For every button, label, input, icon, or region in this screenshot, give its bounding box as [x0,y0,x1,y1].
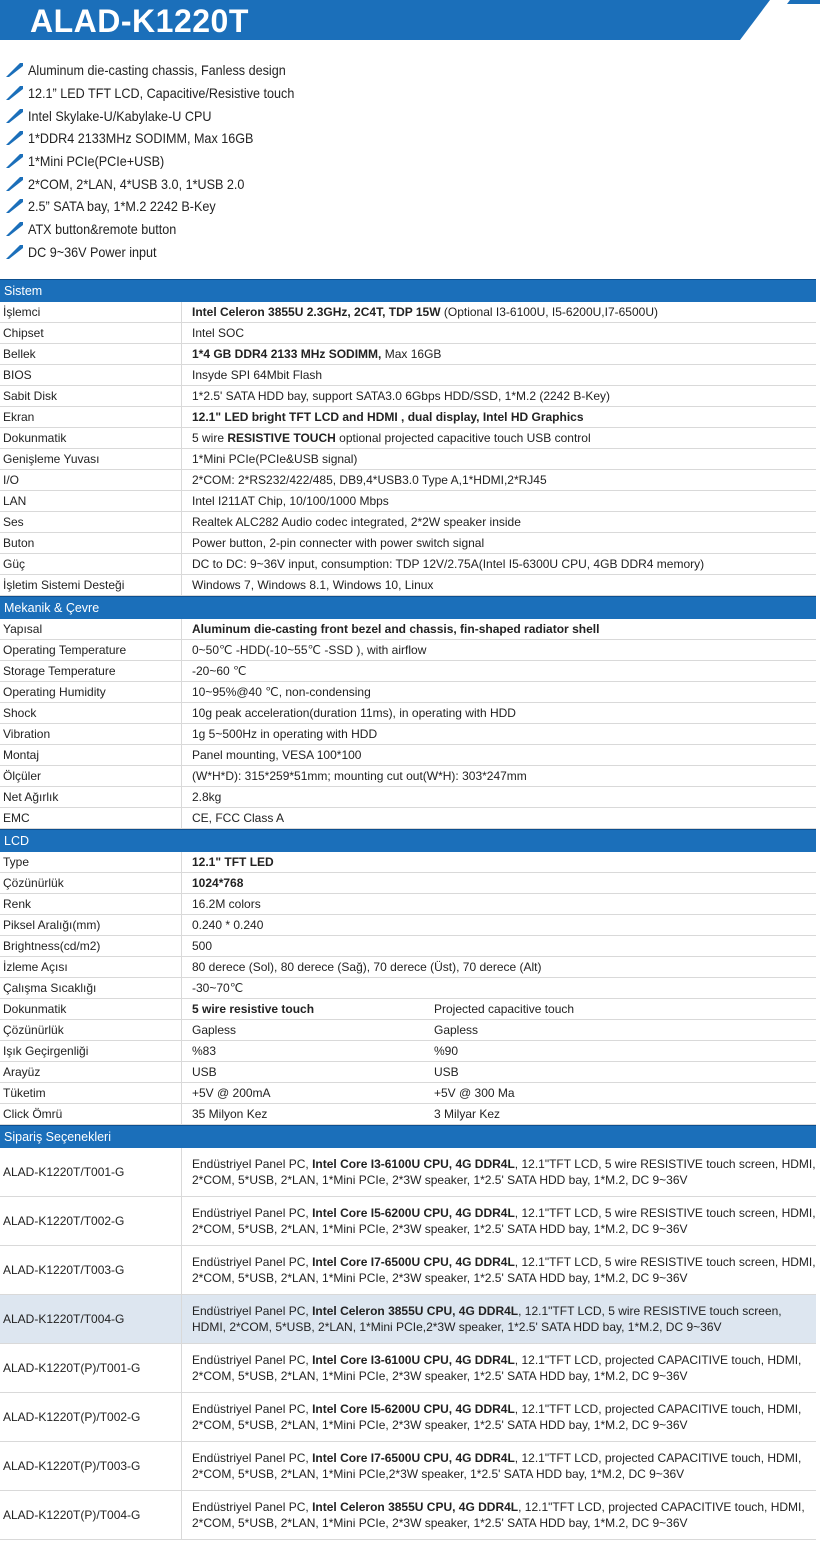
spec-label: Renk [3,897,32,911]
feature-item [4,172,324,195]
spec-value: 12.1" LED bright TFT LCD and HDMI , dual display, Intel HD Graphics [181,407,816,427]
spec-label: Güç [3,557,26,571]
order-model: ALAD-K1220T/T004-G [3,1312,125,1326]
capacitive-value: Projected capacitive touch [434,1002,575,1016]
spec-value: 0.240 * 0.240 [181,915,816,935]
order-row [0,1393,816,1442]
order-description: Endüstriyel Panel PC, Intel Core I5-6200U CPU, 4G DDR4L, 12.1"TFT LCD, projected CAPACITIVE touch, HDMI, 2*COM, 5*USB, 2*LAN, 1*Mini PCIe, 2*3W speaker, 1*2.5' SATA HDD bay, 1*M.2, DC 9~36V [181,1393,816,1441]
resistive-value: USB [192,1065,217,1079]
spec-row [0,512,816,533]
spec-label: Dokunmatik [3,1002,67,1016]
spec-value: 2*COM: 2*RS232/422/485, DB9,4*USB3.0 Type A,1*HDMI,2*RJ45 [181,470,816,490]
feature-item [4,195,324,218]
spec-value: 1*2.5' SATA HDD bay, support SATA3.0 6Gbps HDD/SSD, 1*M.2 (2242 B-Key) [181,386,816,406]
spec-label: Sabit Disk [3,389,58,403]
slash-bullet-icon [4,62,24,78]
spec-row [0,873,816,894]
feature-item [4,127,324,150]
spec-value [181,1041,816,1061]
resistive-value: 5 wire resistive touch [192,1002,315,1016]
spec-label: Çalışma Sıcaklığı [3,981,97,995]
section-header-siparis: Sipariş Seçenekleri [0,1125,816,1148]
slash-bullet-icon [4,153,24,169]
capacitive-value: Gapless [434,1023,479,1037]
feature-text: 1*Mini PCIe(PCIe+USB) [28,153,165,170]
feature-item [4,150,324,173]
spec-row [0,302,816,323]
resistive-value: %83 [192,1044,217,1058]
capacitive-value: USB [434,1065,459,1079]
spec-value: 1g 5~500Hz in operating with HDD [181,724,816,744]
spec-label: Chipset [3,326,44,340]
spec-label: Brightness(cd/m2) [3,939,101,953]
order-description: Endüstriyel Panel PC, Intel Core I7-6500U CPU, 4G DDR4L, 12.1"TFT LCD, projected CAPACITIVE touch, HDMI, 2*COM, 5*USB, 2*LAN, 1*Mini PCIe,2*3W speaker, 1*2.5' SATA HDD bay, 1*M.2, DC 9~36V [181,1442,816,1490]
spec-table [0,279,816,1540]
feature-text: DC 9~36V Power input [28,243,157,260]
spec-label: Işık Geçirgenliği [3,1044,89,1058]
order-model: ALAD-K1220T/T002-G [3,1214,125,1228]
feature-item [4,241,324,264]
spec-value [181,1020,816,1040]
spec-value: Aluminum die-casting front bezel and chassis, fin-shaped radiator shell [181,619,816,639]
spec-row [0,703,816,724]
order-row [0,1491,816,1540]
order-model: ALAD-K1220T(P)/T004-G [3,1508,141,1522]
spec-row-touch [0,999,816,1020]
feature-item [4,59,324,82]
spec-row [0,449,816,470]
order-description: Endüstriyel Panel PC, Intel Celeron 3855U CPU, 4G DDR4L, 12.1"TFT LCD, 5 wire RESISTIVE touch screen, HDMI, 2*COM, 5*USB, 2*LAN, 1*Mini PCIe,2*3W speaker, 1*2.5' SATA HDD bay, 1*M.2, DC 9~36V [181,1295,816,1343]
spec-row [0,936,816,957]
feature-text: 1*DDR4 2133MHz SODIMM, Max 16GB [28,130,254,147]
spec-value: Power button, 2-pin connecter with power switch signal [181,533,816,553]
spec-label: Operating Humidity [3,685,106,699]
feature-item [4,104,324,127]
spec-label: Storage Temperature [3,664,116,678]
spec-row [0,852,816,873]
spec-row [0,491,816,512]
capacitive-value: +5V @ 300 Ma [434,1086,515,1100]
spec-row-touch [0,1020,816,1041]
spec-row-touch [0,1062,816,1083]
feature-list [4,59,324,263]
spec-label: Çözünürlük [3,1023,64,1037]
resistive-value: Gapless [192,1023,237,1037]
capacitive-value: 3 Milyar Kez [434,1107,501,1121]
slash-bullet-icon [4,221,24,237]
spec-value [181,1083,816,1103]
spec-row-touch [0,1104,816,1125]
spec-row [0,766,816,787]
feature-item [4,82,324,105]
spec-row [0,682,816,703]
spec-label: Type [3,855,30,869]
product-title: ALAD-K1220T [30,3,249,39]
spec-row [0,323,816,344]
spec-label: Net Ağırlık [3,790,59,804]
spec-label: Shock [3,706,37,720]
spec-value: Realtek ALC282 Audio codec integrated, 2*2W speaker inside [181,512,816,532]
spec-value: Intel Celeron 3855U 2.3GHz, 2C4T, TDP 15W (Optional I3-6100U, I5-6200U,I7-6500U) [181,302,816,322]
spec-label: Ekran [3,410,35,424]
spec-label: Çözünürlük [3,876,64,890]
spec-label: Buton [3,536,35,550]
feature-text: Intel Skylake-U/Kabylake-U CPU [28,107,212,124]
spec-row [0,661,816,682]
capacitive-value: %90 [434,1044,459,1058]
spec-value: DC to DC: 9~36V input, consumption: TDP 12V/2.75A(Intel I5-6300U CPU, 4GB DDR4 memory) [181,554,816,574]
spec-value: 1*Mini PCIe(PCIe&USB signal) [181,449,816,469]
title-banner [0,0,820,40]
spec-value: 0~50℃ -HDD(-10~55℃ -SSD ), with airflow [181,640,816,660]
resistive-value: +5V @ 200mA [192,1086,271,1100]
spec-label: Operating Temperature [3,643,127,657]
feature-text: 2.5” SATA bay, 1*M.2 2242 B-Key [28,198,216,215]
spec-row [0,533,816,554]
order-row [0,1246,816,1295]
spec-label: Yapısal [3,622,43,636]
spec-value: 12.1" TFT LED [181,852,816,872]
order-row [0,1197,816,1246]
spec-row [0,978,816,999]
spec-row [0,575,816,596]
spec-row [0,407,816,428]
spec-label: Dokunmatik [3,431,67,445]
spec-label: Bellek [3,347,36,361]
slash-bullet-icon [4,130,24,146]
spec-value: 1024*768 [181,873,816,893]
spec-value: Windows 7, Windows 8.1, Windows 10, Linux [181,575,816,595]
section-header-mekanik: Mekanik & Çevre [0,596,816,619]
spec-row [0,428,816,449]
slash-bullet-icon [4,198,24,214]
section-header-sistem: Sistem [0,279,816,302]
spec-row-touch [0,1083,816,1104]
spec-label: Ses [3,515,24,529]
slash-bullet-icon [4,244,24,260]
spec-value: 500 [181,936,816,956]
resistive-value: 35 Milyon Kez [192,1107,268,1121]
spec-label: LAN [3,494,27,508]
spec-row [0,894,816,915]
spec-value: -30~70℃ [181,978,816,998]
slash-bullet-icon [4,85,24,101]
spec-row [0,344,816,365]
spec-label: Tüketim [3,1086,46,1100]
spec-row [0,640,816,661]
order-model: ALAD-K1220T(P)/T001-G [3,1361,141,1375]
spec-label: İşlemci [3,305,41,319]
order-row [0,1344,816,1393]
spec-label: EMC [3,811,30,825]
order-description: Endüstriyel Panel PC, Intel Core I7-6500U CPU, 4G DDR4L, 12.1"TFT LCD, 5 wire RESISTIVE touch screen, HDMI, 2*COM, 5*USB, 2*LAN, 1*Mini PCIe, 2*3W speaker, 1*2.5' SATA HDD bay, 1*M.2, DC 9~36V [181,1246,816,1294]
feature-text: Aluminum die-casting chassis, Fanless design [28,62,286,79]
spec-label: I/O [3,473,20,487]
spec-label: Piksel Aralığı(mm) [3,918,101,932]
spec-label: Genişleme Yuvası [3,452,100,466]
spec-value [181,1062,816,1082]
spec-value: 10~95%@40 ℃, non-condensing [181,682,816,702]
spec-row [0,619,816,640]
spec-label: İzleme Açısı [3,960,68,974]
order-row [0,1442,816,1491]
order-description: Endüstriyel Panel PC, Intel Core I3-6100U CPU, 4G DDR4L, 12.1"TFT LCD, 5 wire RESISTIVE touch screen, HDMI, 2*COM, 5*USB, 2*LAN, 1*Mini PCIe, 2*3W speaker, 1*2.5' SATA HDD bay, 1*M.2, DC 9~36V [181,1148,816,1196]
spec-value: -20~60 ℃ [181,661,816,681]
section-header-lcd: LCD [0,829,816,852]
spec-value: Insyde SPI 64Mbit Flash [181,365,816,385]
order-row-highlighted [0,1295,816,1344]
spec-row [0,386,816,407]
order-description: Endüstriyel Panel PC, Intel Core I3-6100U CPU, 4G DDR4L, 12.1"TFT LCD, projected CAPACITIVE touch, HDMI, 2*COM, 5*USB, 2*LAN, 1*Mini PCIe, 2*3W speaker, 1*2.5' SATA HDD bay, 1*M.2, DC 9~36V [181,1344,816,1392]
spec-value: 5 wire RESISTIVE TOUCH optional projected capacitive touch USB control [181,428,816,448]
spec-value: 1*4 GB DDR4 2133 MHz SODIMM, Max 16GB [181,344,816,364]
spec-row [0,470,816,491]
spec-value: Panel mounting, VESA 100*100 [181,745,816,765]
feature-item [4,218,324,241]
spec-value: 16.2M colors [181,894,816,914]
spec-label: BIOS [3,368,32,382]
spec-value: 80 derece (Sol), 80 derece (Sağ), 70 derece (Üst), 70 derece (Alt) [181,957,816,977]
spec-value: Intel I211AT Chip, 10/100/1000 Mbps [181,491,816,511]
spec-row [0,554,816,575]
spec-row [0,745,816,766]
spec-label: Ölçüler [3,769,42,783]
spec-label: Arayüz [3,1065,41,1079]
spec-label: Click Ömrü [3,1107,63,1121]
feature-text: ATX button&remote button [28,221,177,238]
spec-label: Vibration [3,727,51,741]
spec-label: Montaj [3,748,40,762]
feature-text: 12.1” LED TFT LCD, Capacitive/Resistive touch [28,85,295,102]
order-model: ALAD-K1220T(P)/T002-G [3,1410,141,1424]
spec-row [0,365,816,386]
slash-bullet-icon [4,176,24,192]
spec-row-touch [0,1041,816,1062]
spec-value: 10g peak acceleration(duration 11ms), in operating with HDD [181,703,816,723]
order-model: ALAD-K1220T/T001-G [3,1165,125,1179]
spec-value [181,1104,816,1124]
order-row [0,1148,816,1197]
order-model: ALAD-K1220T/T003-G [3,1263,125,1277]
spec-value: (W*H*D): 315*259*51mm; mounting cut out(W*H): 303*247mm [181,766,816,786]
order-description: Endüstriyel Panel PC, Intel Celeron 3855U CPU, 4G DDR4L, 12.1"TFT LCD, projected CAPACITIVE touch, HDMI, 2*COM, 5*USB, 2*LAN, 1*Mini PCIe, 2*3W speaker, 1*2.5' SATA HDD bay, 1*M.2, DC 9~36V [181,1491,816,1539]
spec-label: İşletim Sistemi Desteği [3,578,125,592]
feature-text: 2*COM, 2*LAN, 4*USB 3.0, 1*USB 2.0 [28,175,245,192]
spec-value: Intel SOC [181,323,816,343]
spec-row [0,915,816,936]
slash-bullet-icon [4,108,24,124]
order-model: ALAD-K1220T(P)/T003-G [3,1459,141,1473]
spec-row [0,957,816,978]
spec-row [0,787,816,808]
spec-value [181,999,816,1019]
spec-row [0,808,816,829]
spec-value: 2.8kg [181,787,816,807]
spec-row [0,724,816,745]
order-description: Endüstriyel Panel PC, Intel Core I5-6200U CPU, 4G DDR4L, 12.1"TFT LCD, 5 wire RESISTIVE touch screen, HDMI, 2*COM, 5*USB, 2*LAN, 1*Mini PCIe, 2*3W speaker, 1*2.5' SATA HDD bay, 1*M.2, DC 9~36V [181,1197,816,1245]
spec-value: CE, FCC Class A [181,808,816,828]
